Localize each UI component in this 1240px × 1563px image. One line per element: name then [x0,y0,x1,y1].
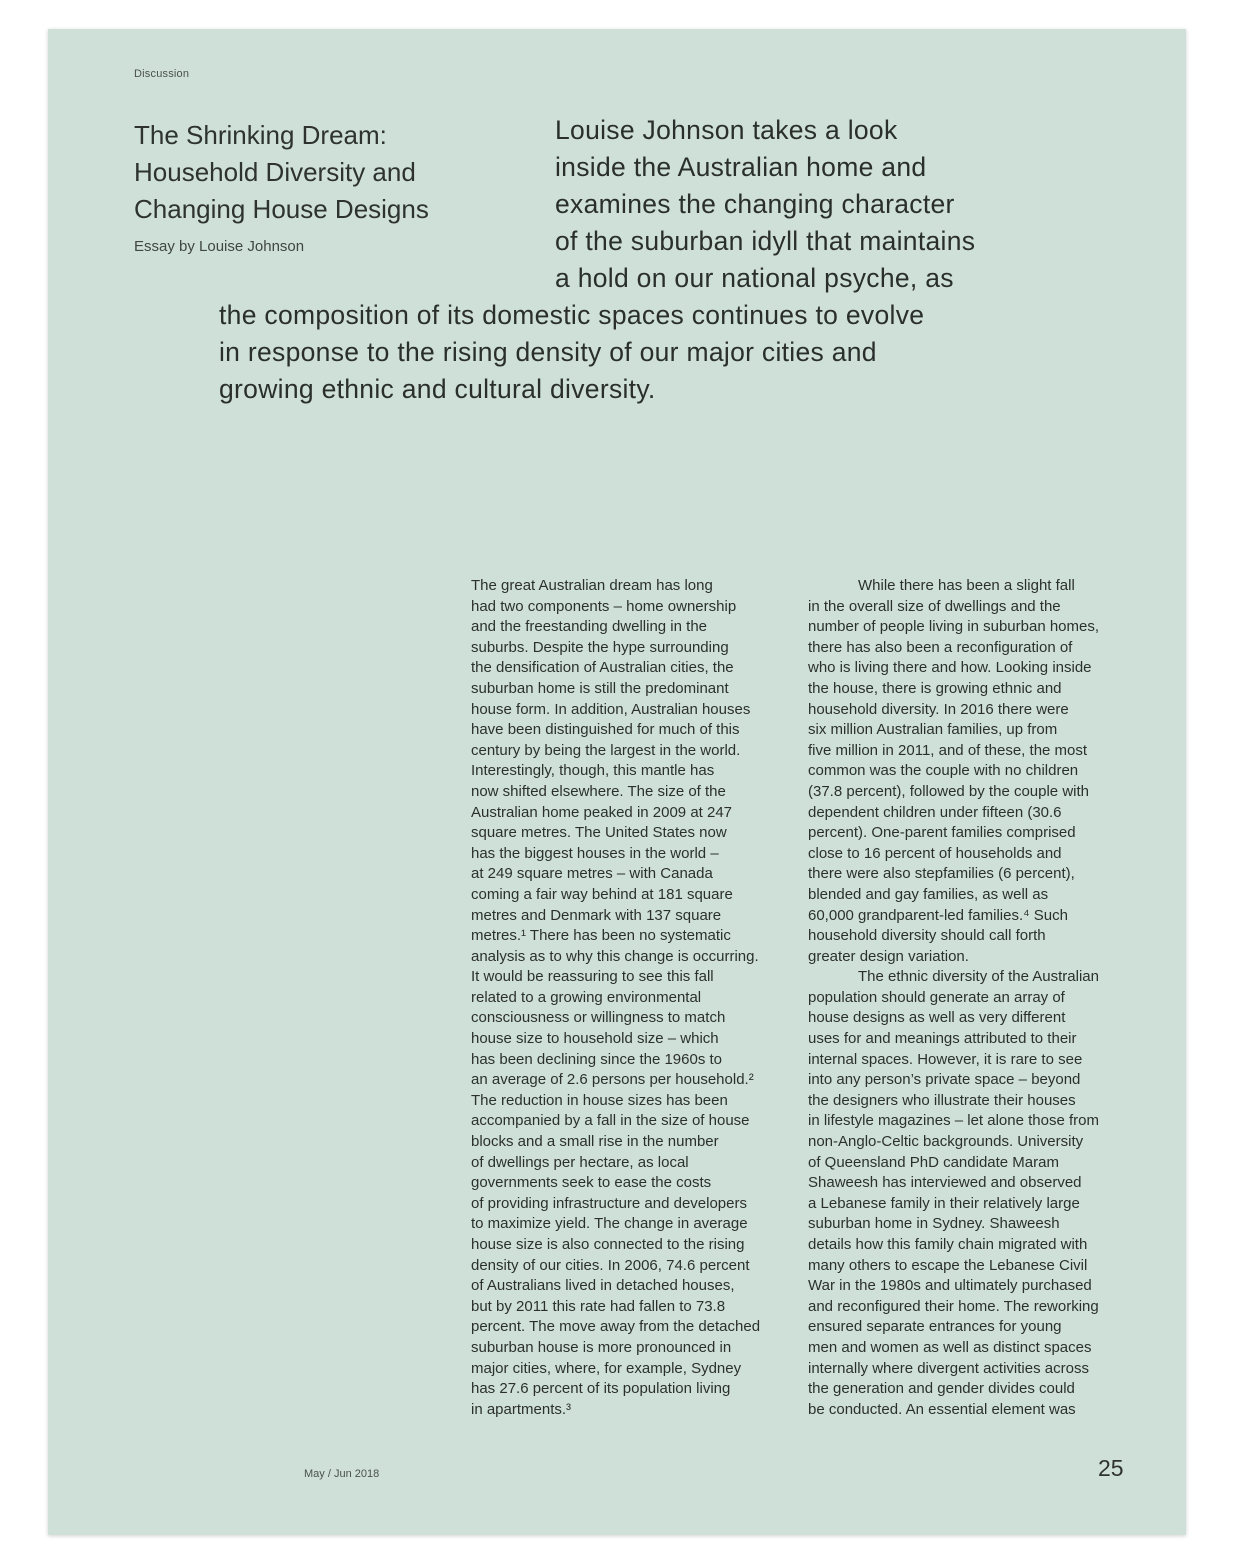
body-line: who is living there and how. Looking inside [808,659,1092,677]
body-line: house size to household size – which [471,1030,719,1048]
body-line: now shifted elsewhere. The size of the [471,782,726,800]
body-line: had two components – home ownership [471,597,737,615]
body-line: major cities, where, for example, Sydney [471,1359,742,1377]
body-line: non-Anglo-Celtic backgrounds. University [808,1133,1084,1151]
body-line: blended and gay families, as well as [808,885,1049,903]
body-line: The reduction in house sizes has been [471,1091,728,1109]
body-line: of Queensland PhD candidate Maram [808,1153,1059,1171]
body-line: century by being the largest in the world. [471,741,741,759]
body-line: there were also stepfamilies (6 percent), [808,865,1075,883]
body-line: in the overall size of dwellings and the [808,597,1061,615]
body-line: there has also been a reconfiguration of [808,638,1073,656]
body-line: square metres. The United States now [471,824,727,842]
body-line: suburban home in Sydney. Shaweesh [808,1215,1060,1233]
body-line: house size is also connected to the rising [471,1236,745,1253]
body-line: the generation and gender divides could [808,1380,1075,1398]
body-line: consciousness or willingness to match [471,1009,726,1027]
body-line: accompanied by a fall in the size of house [471,1112,750,1130]
body-line: a Lebanese family in their relatively large [808,1194,1080,1212]
body-line: has been declining since the 1960s to [471,1050,723,1068]
body-line: men and women as well as distinct spaces [808,1338,1092,1356]
standfirst-line: the composition of its domestic spaces continues to evolve [219,300,925,330]
body-line: be conducted. An essential element was [808,1400,1076,1418]
body-line: many others to escape the Lebanese Civil [808,1256,1088,1274]
body-line: but by 2011 this rate had fallen to 73.8 [471,1297,726,1315]
body-line: into any person’s private space – beyond [808,1071,1081,1089]
body-line: War in the 1980s and ultimately purchased [808,1277,1092,1295]
body-line: related to a growing environmental [471,988,702,1006]
body-line: an average of 2.6 persons per household.² [471,1071,754,1089]
body-line: at 249 square metres – with Canada [471,865,713,883]
body-line: and the freestanding dwelling in the [471,618,708,636]
byline: Essay by Louise Johnson [134,238,305,255]
body-line: The great Australian dream has long [471,577,713,594]
body-line: blocks and a small rise in the number [471,1133,719,1151]
standfirst-line: a hold on our national psyche, as [555,263,954,293]
body-line: of providing infrastructure and developers [471,1194,747,1212]
body-line: suburban home is still the predominant [471,679,729,697]
body-line: percent). One-parent families comprised [808,824,1076,842]
body-line: the densification of Australian cities, the [471,659,734,677]
body-line: house form. In addition, Australian houses [471,700,751,718]
body-line: Shaweesh has interviewed and observed [808,1174,1082,1192]
body-line: close to 16 percent of households and [808,844,1062,862]
body-line: have been distinguished for much of this [471,721,740,739]
body-line: greater design variation. [808,947,969,965]
body-column-1 [471,576,791,1420]
body-line: 60,000 grandparent-led families.⁴ Such [808,906,1068,924]
body-line: density of our cities. In 2006, 74.6 percent [471,1256,750,1274]
body-line: house designs as well as very different [808,1009,1066,1027]
body-line: details how this family chain migrated with [808,1236,1088,1253]
standfirst-line: of the suburban idyll that maintains [555,226,976,256]
body-line: household diversity should call forth [808,927,1046,945]
body-line: the house, there is growing ethnic and [808,679,1062,697]
body-line: household diversity. In 2016 there were [808,700,1069,718]
body-line: Australian home peaked in 2009 at 247 [471,803,733,821]
body-line: While there has been a slight fall [858,577,1075,594]
body-line: dependent children under fifteen (30.6 [808,803,1062,821]
body-line: It would be reassuring to see this fall [471,968,714,986]
standfirst-line: growing ethnic and cultural diversity. [219,374,656,404]
body-line: suburbs. Despite the hype surrounding [471,638,729,656]
standfirst-line: examines the changing character [555,189,955,219]
body-line: population should generate an array of [808,988,1065,1006]
body-line: analysis as to why this change is occurring. [471,947,759,965]
body-line: has 27.6 percent of its population living [471,1380,731,1398]
body-line: of Australians lived in detached houses, [471,1277,735,1295]
body-line: the designers who illustrate their houses [808,1091,1076,1109]
standfirst-line: in response to the rising density of our major cities and [219,337,877,367]
body-column-2 [808,576,1128,1420]
body-line: in lifestyle magazines – let alone those from [808,1112,1099,1130]
body-line: to maximize yield. The change in average [471,1215,748,1233]
body-line: has the biggest houses in the world – [471,844,719,862]
body-line: number of people living in suburban homes, [808,618,1100,636]
issue-date: May / Jun 2018 [304,1468,380,1480]
article-title-line: Household Diversity and [134,157,416,187]
body-line: common was the couple with no children [808,762,1079,780]
body-line: uses for and meanings attributed to their [808,1030,1077,1048]
body-line: internal spaces. However, it is rare to see [808,1050,1083,1068]
section-label: Discussion [134,68,190,80]
body-line: metres.¹ There has been no systematic [471,927,731,945]
body-line: (37.8 percent), followed by the couple with [808,782,1089,800]
article-title [134,117,494,228]
body-line: six million Australian families, up from [808,721,1058,739]
body-line: Interestingly, though, this mantle has [471,762,715,780]
page-number: 25 [1098,1455,1124,1481]
body-line: five million in 2011, and of these, the most [808,741,1088,759]
body-line: internally where divergent activities across [808,1359,1089,1377]
body-line: of dwellings per hectare, as local [471,1153,689,1171]
body-line: coming a fair way behind at 181 square [471,885,733,903]
body-line: suburban house is more pronounced in [471,1338,732,1356]
body-line: The ethnic diversity of the Australian [858,968,1099,986]
standfirst-line: inside the Australian home and [555,152,927,182]
body-line: ensured separate entrances for young [808,1318,1062,1336]
standfirst-line: Louise Johnson takes a look [555,115,898,145]
body-line: metres and Denmark with 137 square [471,906,722,924]
article-title-line: The Shrinking Dream: [134,120,387,150]
body-line: in apartments.³ [471,1400,572,1418]
body-line: and reconfigured their home. The reworking [808,1297,1099,1315]
magazine-page [48,29,1186,1535]
body-line: governments seek to ease the costs [471,1174,712,1192]
body-line: percent. The move away from the detached [471,1318,761,1336]
article-title-line: Changing House Designs [134,194,429,224]
